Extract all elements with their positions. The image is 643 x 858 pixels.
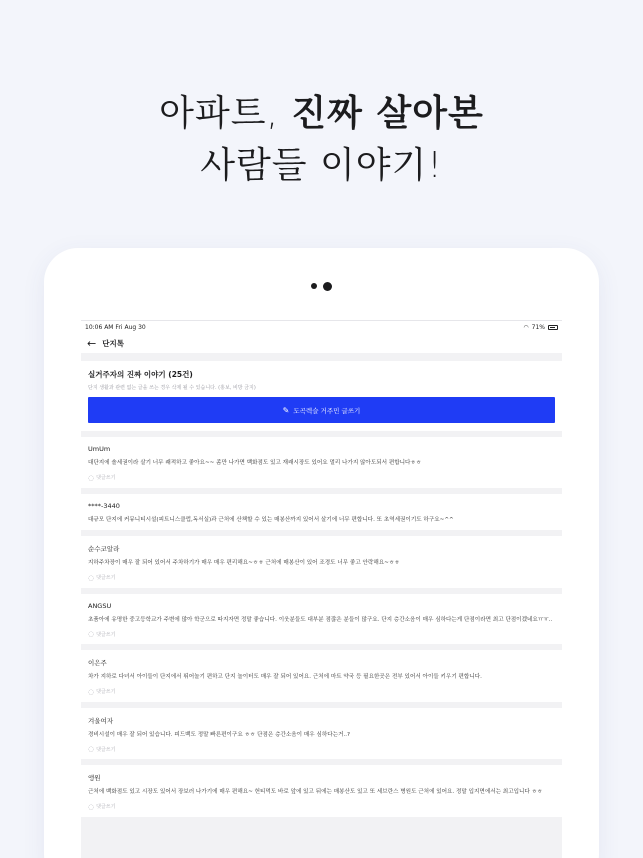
review-body: 근처에 백화점도 있고 시장도 있어서 장보러 나가기에 매우 편해요~ 헌티먹도 바로 앞에 있고 뒤에는 매봉산도 있고 또 세브란스 병원도 근처에 있어요. 정말 입지면에서는 최고입니다 ㅎㅎ [88,789,543,795]
comment-label: 댓글쓰기 [96,804,116,810]
review-body: 차가 지하로 다녀서 아이들이 단지에서 뛰어놀기 편하고 단지 놀이터도 매우 잘 되어 있어요. 근처에 마트 약국 등 필요한곳은 전부 있어서 아이들 키우기 편합니다. [88,674,482,680]
review-item [81,708,562,760]
battery-percent: 71% [531,323,545,331]
comment-icon: ◌ [88,802,95,811]
promo-headline [0,88,643,192]
comment-link[interactable] [88,474,555,482]
headline-bold-text: 진짜 살아본 [291,93,484,134]
pencil-icon: ✎ [282,405,290,415]
review-author: 순수코알라 [88,545,120,553]
battery-icon [548,325,558,330]
app-screen [81,320,562,858]
comment-label: 댓글쓰기 [96,631,116,638]
review-author: ANGSU [88,601,112,610]
review-item [81,765,562,817]
comment-link[interactable] [88,803,555,811]
nav-title: 단지톡 [102,338,124,348]
comment-label: 댓글쓰기 [96,575,116,581]
review-author: UmUm [88,445,111,453]
review-body: 대단지에 솔세권이라 살기 너무 쾌적하고 좋아요~~ 좀만 나가면 백화점도 있고 재래시장도 있어요 멀리 나가지 않아도되서 편합니다ㅎㅎ [88,460,422,466]
comment-link[interactable] [88,688,555,696]
status-time: 10:06 AM [85,323,114,331]
review-item [81,536,562,588]
reviews-notice: 단지 생활과 관련 없는 글을 쓰는 경우 삭제 될 수 있습니다. (홍보, 비방 금지) [88,385,256,391]
comment-link[interactable] [88,745,555,753]
review-item [81,594,562,645]
headline-line-2: 사람들 이야기! [200,145,443,186]
comment-icon: ◌ [88,473,95,482]
nav-bar [81,333,562,353]
review-item [81,650,562,702]
review-author: 앵원 [88,774,101,782]
wifi-icon: ◠ [523,323,529,331]
review-item [81,437,562,488]
write-post-label: 도곡렉슬 거주민 글쓰기 [293,406,361,415]
review-author: 이은주 [88,659,107,667]
comment-link[interactable] [88,630,555,638]
headline-light-text: 아파트, [159,93,292,134]
reviews-title: 실거주자의 진짜 이야기 (25건) [88,370,193,379]
camera-dots [0,280,643,292]
comment-icon: ◌ [88,745,95,753]
comment-label: 댓글쓰기 [96,689,116,695]
comment-label: 댓글쓰기 [96,475,116,481]
review-body: 지하주차장이 매우 잘 되어 있어서 주차하기가 매우 매우 편리해요~ㅎㅎ 근처에 매봉산이 있어 조경도 너무 좋고 안락해요~ㅎㅎ [88,560,400,566]
comment-icon: ◌ [88,573,95,582]
arrow-left-icon[interactable]: ← [87,336,97,350]
status-bar [81,321,562,333]
reviews-header [81,361,562,431]
status-date: Fri Aug 30 [115,323,146,331]
review-author: ****-3440 [88,501,120,510]
camera-dot-large [323,282,332,291]
comment-icon: ◌ [88,630,95,638]
review-item [81,494,562,531]
status-right [523,324,558,331]
review-body: 초품아에 유명한 중고등학교가 주변에 많아 학군으로 따지자면 정말 좋습니다. 이웃분들도 대부분 점잖은 분들이 많구요. 단지 층간소음이 매우 심하다는게 단점이라면 최고 단점이겠네요ㅠㅠ.. [88,616,553,623]
headline-line-1 [0,88,643,140]
camera-dot-small [311,283,317,289]
review-author: 겨울여자 [88,716,114,725]
write-post-button[interactable] [88,397,555,423]
review-body: 대규모 단지에 커뮤니티시설(피트니스클럽,독서실)과 근처에 산책할 수 있는 매봉산까지 있어서 살기에 너무 편합니다. 또 초역세권이기도 하구요~^^ [88,516,454,523]
status-left [85,324,146,331]
comment-link[interactable] [88,574,555,582]
comment-label: 댓글쓰기 [96,746,116,753]
comment-icon: ◌ [88,687,95,696]
review-body: 경비시설이 매우 잘 되어 있습니다. 피드백도 정말 빠른편이구요 ㅎㅎ 단점은 층간소음이 매우 심하다는거..? [88,731,350,738]
